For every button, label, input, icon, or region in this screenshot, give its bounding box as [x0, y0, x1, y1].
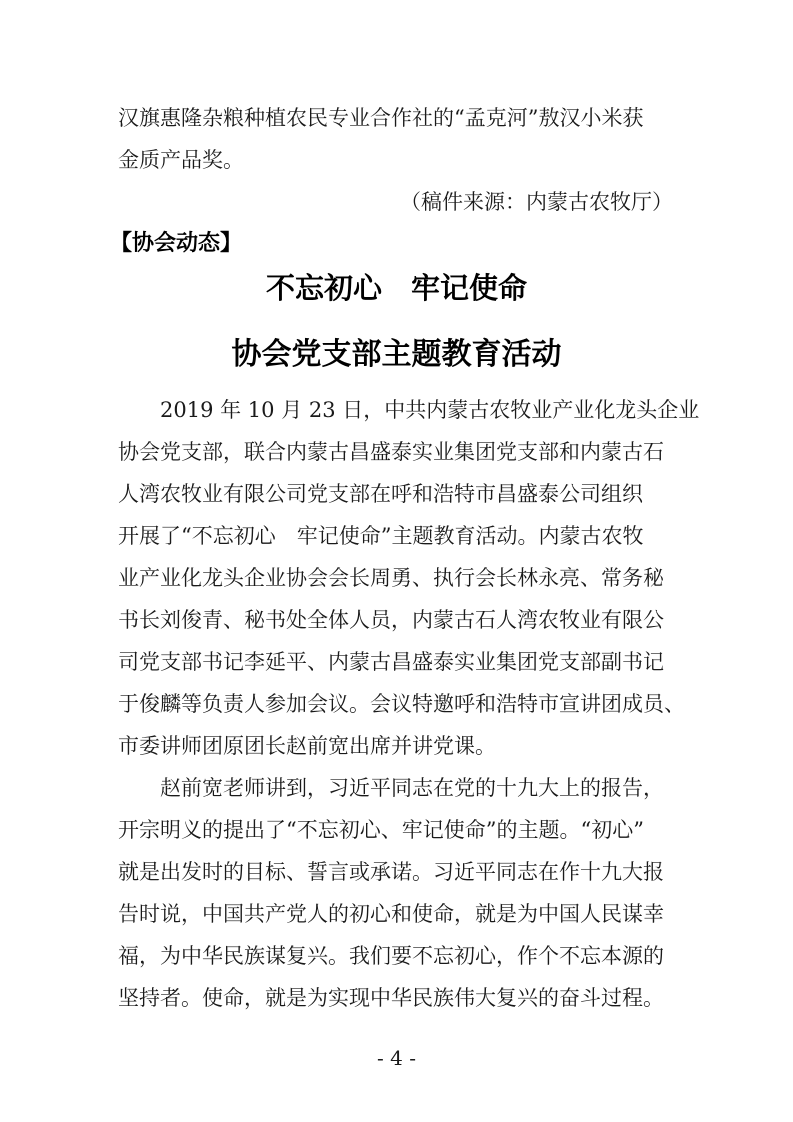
text-line: 坚持者。使命，就是为实现中华民族伟大复兴的奋斗过程。 [118, 986, 664, 1010]
text-line: 福，为中华民族谋复兴。我们要不忘初心，作个不忘本源的 [118, 944, 664, 968]
text-line: 赵前宽老师讲到，习近平同志在党的十九大上的报告， [160, 776, 664, 800]
paragraph-1 [118, 389, 700, 767]
text-line: 市委讲师团原团长赵前宽出席并讲党课。 [118, 734, 496, 758]
section-header: 【协会动态】 [110, 231, 243, 256]
upper-text-block [110, 97, 673, 265]
text-line: 于俊麟等负责人参加会议。会议特邀呼和浩特市宣讲团成员、 [118, 692, 685, 716]
text-line: 2019 年 10 月 23 日，中共内蒙古农牧业产业化龙头企业 [160, 398, 700, 422]
text-line: 开宗明义的提出了“不忘初心、牢记使命”的主题。“初心” [118, 818, 644, 842]
intro-paragraph [118, 97, 673, 181]
text-line: 开展了“不忘初心 牢记使命”主题教育活动。内蒙古农牧 [118, 524, 644, 548]
text-line: 业产业化龙头企业协会会长周勇、执行会长林永亮、常务秘 [118, 566, 664, 590]
text-line: 司党支部书记李延平、内蒙古昌盛泰实业集团党支部副书记 [118, 650, 664, 674]
text-line: 就是出发时的目标、誓言或承诺。习近平同志在作十九大报 [118, 860, 664, 884]
text-line: 汉旗惠隆杂粮种植农民专业合作社的“孟克河”敖汉小米获 [118, 106, 644, 130]
page-number: - 4 - [377, 1046, 416, 1070]
article-body [118, 389, 700, 1019]
text-line: 人湾农牧业有限公司党支部在呼和浩特市昌盛泰公司组织 [118, 482, 643, 506]
text-line: 告时说，中国共产党人的初心和使命，就是为中国人民谋幸 [118, 902, 664, 926]
text-line: 金质产品奖。 [118, 148, 244, 172]
article-title-line1: 不忘初心 牢记使命 [265, 271, 527, 305]
paragraph-2 [118, 767, 673, 1019]
text-line: 书长刘俊青、秘书处全体人员，内蒙古石人湾农牧业有限公 [118, 608, 664, 632]
article-title-line2: 协会党支部主题教育活动 [231, 337, 562, 372]
text-line: 协会党支部，联合内蒙古昌盛泰实业集团党支部和内蒙古石 [118, 440, 664, 464]
source-attribution: （稿件来源：内蒙古农牧厅） [400, 190, 673, 214]
